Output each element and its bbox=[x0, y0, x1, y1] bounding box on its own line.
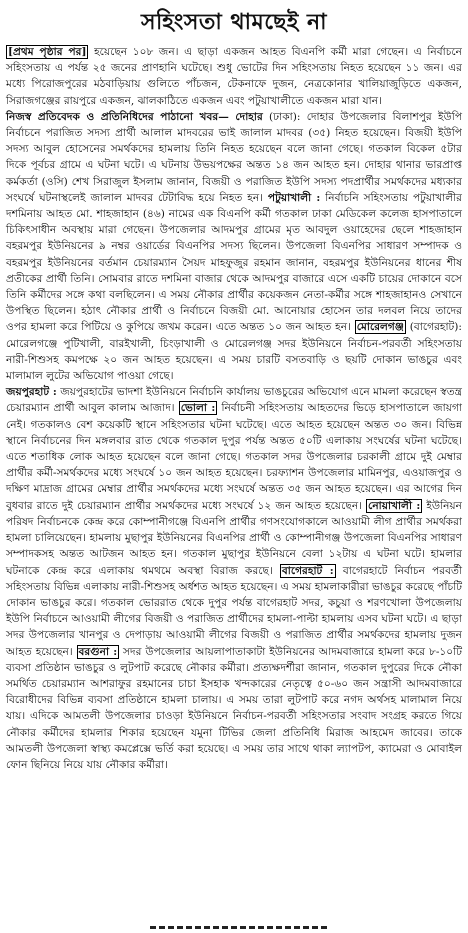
joypurhat-label: জয়পুরহাট : bbox=[6, 386, 57, 399]
noakhali-label: নোয়াখালী : bbox=[368, 499, 421, 512]
bagerhat-label: বাগেরহাট : bbox=[281, 564, 334, 577]
barguna-label: বরগুনা : bbox=[78, 645, 118, 658]
intro-text: হয়েছেন ১০৮ জন। এ ছাড়া একজন আহত বিএনপি কর্মী মারা গেছেন। এ নির্বাচনে সহিংসতায় এ পর্যন্ত ২৫ জনের প্রাণহানি ঘটেছে। শুধু ভোটের দিন সহিংসতায় নিহত হয়েছেন ১১ জন। এর মধ্যে পিরোজপুরের মঠবাড়িয়ায় গুলিতে পাঁচজন, টেকনাফে দুজন, নেত্রকোনার খালিয়াজুড়িতে একজন, সিরাজগঞ্জের রায়পুরে একজন, ঝালকাঠিতে একজন এবং পটুয়াখালীতে একজন মারা যান। bbox=[6, 46, 462, 107]
dohar-label: নিজস্ব প্রতিবেদক ও প্রতিনিধিদের পাঠানো খবর— দোহার bbox=[6, 110, 263, 123]
dohar-text: (ঢাকা): দোহার উপজেলার বিলাশপুর ইউপি নির্বাচনে পরাজিত সদস্য প্রার্থী আলাল মাদবরের ভাই জালাল মাদবর (৩৫) নিহত হয়েছেন। বিজয়ী ইউপি সদস্য আবুল হোসেনের সমর্থকদের হামলায় তিনি নিহত হয়েছেন বলে জানা গেছে। গতকাল বিকেল ৫টার দিকে পূর্বচর গ্রামে এ ঘটনা ঘটে। এ ঘটনায় উভয়পক্ষের অন্তত ১৪ জন আহত হন। দোহার থানার ভারপ্রাপ্ত কর্মকর্তা (ওসি) শেখ সিরাজুল ইসলাম জানান, বিজয়ী ও পরাজিত ইউপি সদস্য পদপ্রার্থীর সমর্থকদের মধ্যকার সংঘর্ষে ঘটনাস্থলেই জালাল মাদবর টেটাবিদ্ধ হয়ে নিহত হন। bbox=[6, 110, 463, 204]
bhola-label: ভোলা : bbox=[180, 402, 216, 415]
noakhali-text: ইউনিয়ন পরিষদ নির্বাচনকে কেন্দ্র করে কোম্পানীগঞ্জে বিএনপি প্রার্থীর গণসংযোগকালে আওয়ামী লীগ প্রার্থীর সমর্থকরা হামলা চালিয়েছেন। হামলায় মুছাপুর ইউনিয়নের বিএনপির প্রার্থী ও কোম্পানীগঞ্জ উপজেলা বিএনপির সাধারণ সম্পাদকসহ অন্তত আটজন আহত হন। গতকাল মুছাপুর ইউনিয়নে বেলা ১২টায় এ ঘটনা ঘটে। হামলার ঘটনাকে কেন্দ্র করে এলাকায় থমথমে অবস্থা বিরাজ করছে। bbox=[6, 499, 462, 577]
continued-from-label: [প্রথম পৃষ্ঠার পর] bbox=[8, 46, 87, 58]
bagerhat-text: বাগেরহাটে নির্বাচন পরবর্তী সহিংসতায় বিভিন্ন এলাকায় নারী-শিশুসহ অর্ধশত আহত হয়েছেন। এ সময় হামলাকারীরা ভাঙচুর করেছে পাঁচটি দোকান ভাঙচুর করে। গতকাল ভোররাত থেকে দুপুর পর্যন্ত বাগেরহাট সদর, কচুয়া ও শরণখোলা উপজেলায় ইউপি নির্বাচনে আওয়ামী লীগের বিজয়ী ও পরাজিত প্রার্থীদের হামলা-পাল্টা হামলায় এসব ঘটনা ঘটে। এ ছাড়া সদর উপজেলার খানপুর ও দেপাড়ায় আওয়ামী লীগের বিজয়ী ও পরাজিত প্রার্থীর সমর্থকদের হামলায় দুজন আহত হয়েছেন। bbox=[6, 564, 462, 658]
morrelganj-label: মোরেলগঞ্জ bbox=[356, 321, 404, 334]
bottom-cut-rule bbox=[150, 926, 330, 929]
morrelganj-text: (বাগেরহাট): মোরেলগঞ্জে পুটিখালী, বারইখালী, চিংড়াখালী ও মোরেলগঞ্জ সদর ইউনিয়নে নির্বাচন-পরবর্তী সহিংসতায় নারী-শিশুসহ কমপক্ষে ২০ জন আহত হয়েছেন। এ সময় চারটি বসতবাড়ি ও ছয়টি দোকান ভাঙচুর এবং মালামাল লুটের অভিযোগ পাওয়া গেছে। bbox=[6, 321, 463, 383]
barguna-text: সদর উপজেলার আয়লাপাতাকাটা ইউনিয়নের আদমবাজারে হামলা করে ৮-১০টি ব্যবসা প্রতিষ্ঠান ভাঙচুর ও লুটপাট করেছে নৌকার কর্মীরা। প্রত্যক্ষদর্শীরা জানান, গতকাল দুপুরের দিকে নৌকা সমর্থিত চেয়ারম্যান আশরাফুর রহমানের চাচা ইসহাক খন্দকারের নেতৃত্বে ৫০-৬০ জন সন্ত্রাসী আদমবাজারে বিরোধীদের বিভিন্ন ব্যবসা প্রতিষ্ঠানে হামলা চালায়। এ সময় তারা লুটপাট করে নগদ অর্থসহ মালামাল নিয়ে যায়। এদিকে আমতলী উপজেলার চাওড়া ইউনিয়নে নির্বাচন-পরবর্তী সহিংসতার সংবাদ সংগ্রহ করতে গিয়ে নৌকার কর্মীদের হামলার শিকার হয়েছেন যমুনা টিভির জেলা প্রতিনিধি মিরাজ আহমেদ জাবের। তাকে আমতলী উপজেলা স্বাস্থ্য কমপ্লেক্সে ভর্তি করা হয়েছে। এ সময় তার সাথে থাকা ল্যাপটপ, ক্যামেরা ও মোবাইল ফোন ছিনিয়ে নিয়ে যায় নৌকার কর্মীরা। bbox=[6, 645, 462, 771]
patuakhali-text: নির্বাচনি সহিংসতায় পটুয়াখালীর দশমিনায় আহত মো. শাহজাহান (৪৬) নামের এক বিএনপি কর্মী গতকাল ঢাকা মেডিকেল কলেজ হাসপাতালে চিকিৎসাধীন অবস্থায় মারা গেছেন। উপজেলার আদমপুর গ্রামের মৃত আবদুল ওয়াহেদের ছেলে শাহজাহান বহরমপুর ইউনিয়নের ৯ নম্বর ওয়ার্ডের বিএনপির সদস্য ছিলেন। উপজেলা বিএনপির সাধারণ সম্পাদক ও বহরমপুর ইউনিয়নের বর্তমান চেয়ারম্যান সৈয়দ মাহফুজুর রহমান জানান, বহরমপুর ইউনিয়নের ধানের শীষ প্রতীকের প্রার্থী তিনি। সোমবার রাতে দশমিনা বাজার থেকে আদমপুর বাজারে এসে একটি চায়ের দোকানে বসে তিনি কর্মীদের সঙ্গে কথা বলছিলেন। এ সময় নৌকার প্রার্থীর কয়েকজন নেতা-কর্মীর সঙ্গে শাহজাহানও সেখানে উপস্থিত ছিলেন। হঠাৎ নৌকার প্রার্থী ও নির্বাচনে বিজয়ী মো. আনোয়ার হোসেন তার দলবল নিয়ে তাদের ওপর হামলা করে পিটিয়ে ও কুপিয়ে জখম করেন। এতে অন্তত ১০ জন আহত হন। bbox=[6, 191, 462, 334]
headline: সহিংসতা থামছেই না bbox=[140, 10, 328, 35]
article-body bbox=[6, 44, 462, 773]
bhola-text: নির্বাচনী সহিংসতায় আহতদের ভিড়ে হাসপাতালে জায়গা নেই। গতকালও বেশ কয়েকটি স্থানে সহিংসতার ঘটনা ঘটেছে। এতে আহত হয়েছেন অন্তত ৩০ জন। বিভিন্ন স্থানে নির্বাচনের দিন মঙ্গলবার রাত থেকে গতকাল দুপুর পর্যন্ত অন্তত ৫০টি এলাকায় সংঘর্ষের ঘটনা ঘটেছে। এতে শতাধিক লোক আহত হয়েছেন বলে জানা গেছে। গতকাল সদর উপজেলার চরকালী গ্রামে দুই মেম্বার প্রার্থীর কর্মী-সমর্থকদের মধ্যে সংঘর্ষে ১০ জন আহত হয়েছেন। চরফ্যাশন উপজেলার মামিনপুর, এওয়াজপুর ও দক্ষিণ মাদ্রাজ গ্রামের মেম্বার প্রার্থীর সমর্থকদের মধ্যে সংঘর্ষে অন্তত ৩৫ জন আহত হয়েছেন। এর আগের দিন বুধবার রাতে দুই চেয়ারম্যান প্রার্থীর সমর্থকদের মধ্যে সংঘর্ষে ১২ জন আহত হয়েছেন। bbox=[6, 402, 462, 512]
patuakhali-label: পটুয়াখালী : bbox=[267, 191, 321, 204]
joypurhat-text: জয়পুরহাটের ভাদশা ইউনিয়নে নির্বাচনি কার্যালয় ভাঙচুরের অভিযোগ এনে মামলা করেছেন স্বতন্ত্র চেয়ারম্যান প্রার্থী আবুল কালাম আজাদ। bbox=[6, 386, 462, 415]
